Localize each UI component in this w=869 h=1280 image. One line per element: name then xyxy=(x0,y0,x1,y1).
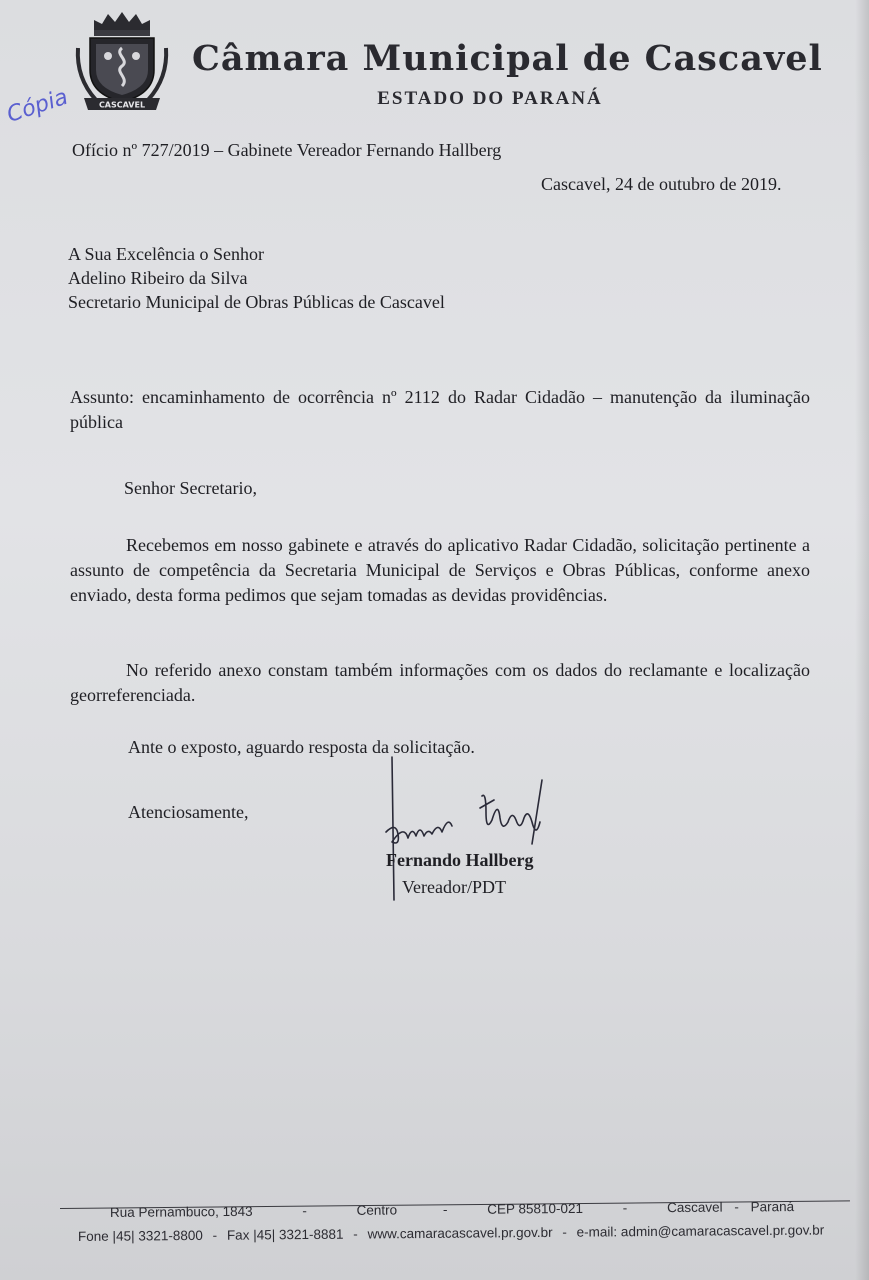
signatory-name: Fernando Hallberg xyxy=(386,850,534,870)
signatory-role: Vereador/PDT xyxy=(402,877,506,897)
recipient-line-3: Secretario Municipal de Obras Públicas de Cascavel xyxy=(68,292,445,312)
footer-city: Cascavel xyxy=(666,1199,723,1216)
paper-edge-shadow xyxy=(855,0,869,1280)
footer-district: Centro xyxy=(356,1202,398,1218)
footer-separator: - xyxy=(302,1203,307,1219)
handwritten-copy-note: Cópia xyxy=(4,84,72,128)
footer-separator: - xyxy=(442,1202,448,1218)
footer-contact-line xyxy=(78,1222,824,1244)
state-subtitle: ESTADO DO PARANÁ xyxy=(377,88,603,109)
body-paragraph-2: No referido anexo constam também informações com os dados do reclamante e localização georreferenciada. xyxy=(70,660,810,705)
footer-separator: - xyxy=(562,1224,567,1240)
footer-state: Paraná xyxy=(750,1199,795,1215)
letter-greeting: Senhor Secretario, xyxy=(124,478,257,498)
footer-phone: Fone |45| 3321-8800 xyxy=(77,1227,203,1244)
letter-subject: Assunto: encaminhamento de ocorrência nº 2112 do Radar Cidadão – manutenção da iluminação pública xyxy=(70,387,810,432)
letter-date: Cascavel, 24 de outubro de 2019. xyxy=(541,174,782,194)
footer-separator: - xyxy=(353,1226,358,1242)
body-paragraph-1: Recebemos em nosso gabinete e através do aplicativo Radar Cidadão, solicitação pertinente a assunto de competência da Secretaria Municipal de Serviços e Obras Públicas, conforme anexo enviado, desta forma pedimos que sejam tomadas as devidas providências. xyxy=(70,535,810,605)
footer-website-link[interactable]: www.camaracascavel.pr.gov.br xyxy=(367,1224,553,1242)
recipient-line-1: A Sua Excelência o Senhor xyxy=(68,244,264,264)
coat-of-arms-logo xyxy=(72,8,172,114)
letter-closing: Atenciosamente, xyxy=(128,802,249,822)
body-paragraph-3: Ante o exposto, aguardo resposta da solicitação. xyxy=(128,737,475,757)
footer-zip: CEP 85810-021 xyxy=(487,1200,584,1217)
letter-reference: Ofício nº 727/2019 – Gabinete Vereador Fernando Hallberg xyxy=(72,140,502,160)
crest-banner-text: CASCAVEL xyxy=(98,100,146,110)
recipient-line-2: Adelino Ribeiro da Silva xyxy=(68,268,248,288)
footer-street: Rua Pernambuco, 1843 xyxy=(109,1203,253,1220)
footer-separator: - xyxy=(734,1199,739,1215)
footer-separator: - xyxy=(622,1200,628,1216)
footer-fax: Fax |45| 3321-8881 xyxy=(226,1226,344,1243)
footer-email-link[interactable]: e-mail: admin@camaracascavel.pr.gov.br xyxy=(576,1222,825,1240)
footer-address-line xyxy=(110,1199,794,1220)
institution-title: Câmara Municipal de Cascavel xyxy=(192,38,823,79)
footer-separator: - xyxy=(212,1227,218,1243)
